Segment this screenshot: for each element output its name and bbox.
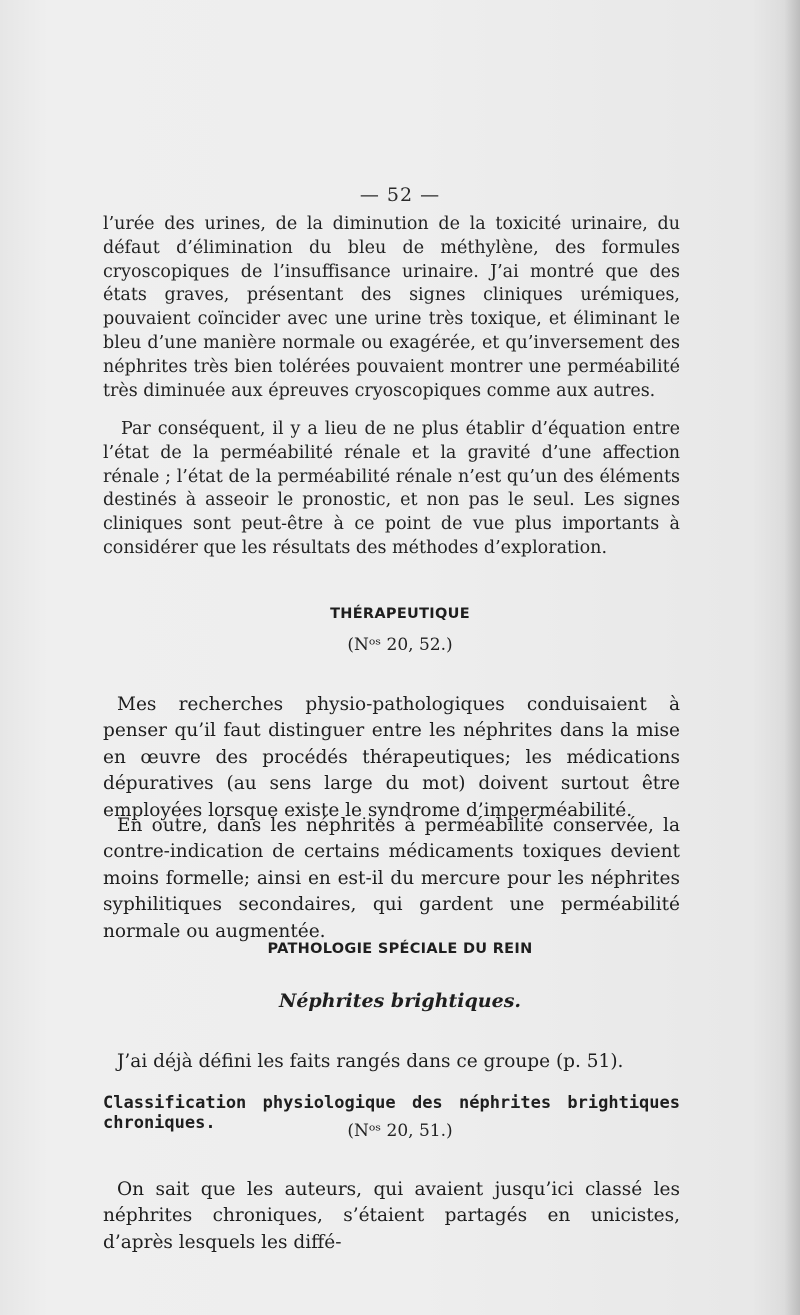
heading-classification: Classification physiologique des néphrites brightiques chroniques. bbox=[103, 1093, 680, 1133]
paragraph-permeabilite-1: l’urée des urines, de la diminution de la toxicité urinaire, du défaut d’élimination du bleu de méthylène, des formules cryoscopiques de l’insuffisance urinaire. J’ai montré que des états graves, présentant des signes cliniques urémiques, pouvaient coïncider avec une urine très toxique, et éliminant le bleu d’une manière normale ou exagérée, et qu’inversement des néphrites très bien tolérées pouvaient montrer une perméabilité très diminuée aux épreuves cryoscopiques comme aux autres. bbox=[103, 214, 680, 401]
reference-therapeutique: (Nᵒˢ 20, 52.) bbox=[347, 635, 453, 655]
paragraph-therapeutique-1: Mes recherches physio-pathologiques conduisaient à penser qu’il faut distinguer entre les néphrites dans la mise en œuvre des procédés thérapeutiques; les médications dépuratives (au sens large du mot) doivent surtout être employées lorsque existe le syndrome d’imperméabilité. bbox=[103, 693, 680, 821]
page-number: — 52 — bbox=[359, 184, 441, 206]
subheading-nephrites-brightiques: Néphrites brightiques. bbox=[278, 990, 522, 1012]
paragraph-permeabilite-2: Par conséquent, il y a lieu de ne plus établir d’équation entre l’état de la perméabilité rénale et la gravité d’une affection rénale ; l’état de la perméabilité rénale n’est qu’un des éléments destinés à asseoir le pronostic, et non pas le seul. Les signes cliniques sont peut-être à ce point de vue plus importants à considérer que les résultats des méthodes d’exploration. bbox=[103, 419, 680, 558]
paragraph-pathologie: J’ai déjà défini les faits rangés dans ce groupe (p. 51). bbox=[117, 1050, 624, 1072]
section-heading-therapeutique: THÉRAPEUTIQUE bbox=[330, 606, 470, 622]
paragraph-therapeutique-2: En outre, dans les néphrites à perméabilité conservée, la contre-indication de certains médicaments toxiques devient moins formelle; ainsi en est-il du mercure pour les néphrites syphilitiques secondaires, qui gardent une perméabilité normale ou augmentée. bbox=[103, 814, 680, 942]
section-heading-pathologie: PATHOLOGIE SPÉCIALE DU REIN bbox=[267, 941, 533, 957]
reference-classification: (Nᵒˢ 20, 51.) bbox=[347, 1121, 453, 1141]
paragraph-classification: On sait que les auteurs, qui avaient jusqu’ici classé les néphrites chroniques, s’étaient partagés en unicistes, d’après lesquels les diffé- bbox=[103, 1178, 680, 1253]
